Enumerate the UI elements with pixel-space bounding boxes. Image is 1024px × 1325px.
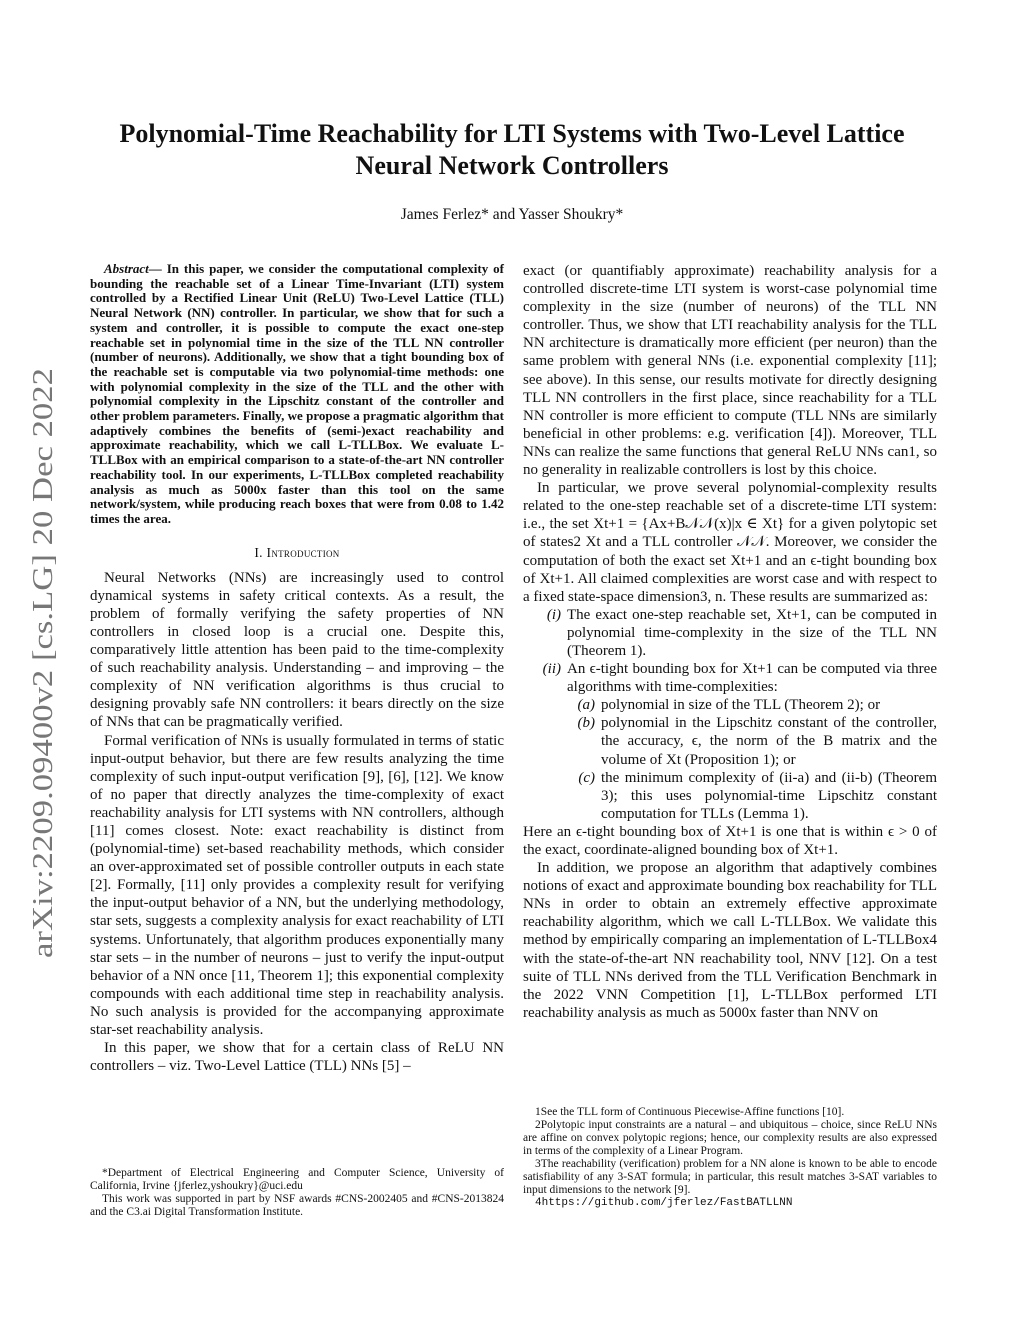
title-line-2: Neural Network Controllers [355, 151, 669, 180]
sub-list-item [567, 714, 937, 768]
list-marker: (a) [577, 697, 595, 714]
paper-title [80, 118, 944, 182]
footnote-3: 3The reachability (verification) problem for a NN alone is known to be able to encode satisfiability of any 3-SAT formula; in particular, this result matches 3-SAT variables to input dimensions to the network [9]. [523, 1158, 937, 1196]
list-item-text: the minimum complexity of (ii-a) and (ii-b) (Theorem 3); this uses polynomial-time Lipschitz constant computation for TLLs (Lemma 1). [601, 769, 937, 822]
sub-list-item [567, 696, 937, 714]
right-paragraph-2: In particular, we prove several polynomial-complexity results related to the one-step reachable set of a discrete-time LTI system: i.e., the set Xt+1 = {Ax+B𝒩𝒩(x)|x ∈ Xt} for a given polytopic set of states2 Xt and a TLL controller 𝒩𝒩. Moreover, we consider the computation of both the exact set Xt+1 and an ϵ-tight bounding box of Xt+1. All claimed complexities are worst case and with respect to a fixed state-space dimension3, n. These results are summarized as: [523, 480, 937, 605]
footnote-affiliation: *Department of Electrical Engineering and Computer Science, University of California, Irvine {jferlez,yshoukry}@uci.edu [90, 1167, 504, 1192]
list-marker: (i) [546, 606, 561, 623]
sub-list-item [567, 769, 937, 823]
abstract-dash: — [148, 261, 167, 276]
footnotes-right [523, 1106, 937, 1210]
footnotes-left [90, 1167, 504, 1219]
abstract-text: In this paper, we consider the computational complexity of bounding the reachable set of a Linear Time-Invariant (LTI) system controlled by a Rectified Linear Unit (ReLU) Two-Level Lattice (TLL) Neural Network (NN) controller. In particular, we show that for such a system and controller, it is possible to compute the exact one-step reachable set in polynomial time in the size of the TLL NN controller (number of neurons). Additionally, we show that a tight bounding box of the reachable set is computable via two polynomial-time methods: one with polynomial complexity in the size of the TLL and the other with polynomial complexity in the Lipschitz constant of the controller and other problem parameters. Finally, we propose a pragmatic algorithm that adaptively combines the benefits of (semi-)exact reachability and approximate reachability, which we call L-TLLBox. We evaluate L-TLLBox with an empirical comparison to a state-of-the-art NN controller reachability tool. In our experiments, L-TLLBox completed reachability analysis as much as 5000x faster than this tool on the same network/system, while producing reach boxes that were from 0.08 to 1.42 times the area. [90, 261, 505, 526]
title-line-1: Polynomial-Time Reachability for LTI Systems with Two-Level Lattice [119, 119, 905, 148]
list-item [523, 606, 937, 660]
footnote-1: 1See the TLL form of Continuous Piecewise-Affine functions [10]. [535, 1106, 845, 1118]
right-paragraph-1: exact (or quantifiably approximate) reachability analysis for a controlled discrete-time LTI system is worst-case polynomial time complexity in the size (number of neurons) of the TLL NN controller. Thus, we show that LTI reachability analysis for the TLL NN architecture is dramatically more efficient (per neuron) than the same problem with general NNs (i.e. exponential complexity [11]; see above). In this sense, our results motivate for directly designing TLL NN controllers in the first place, since reachability for a TLL NN controller is more efficient to compute (TLL NNs are similarly beneficial in other problems: e.g. verification [4]). Moreover, TLL NNs can realize the same functions that general ReLU NNs can1, so no generality in realizable controllers is lost by this choice. [523, 263, 937, 479]
left-column [90, 262, 504, 1075]
results-list [523, 606, 937, 823]
footnote-funding: This work was supported in part by NSF awards #CNS-2002405 and #CNS-2013824 and the C3.ai Digital Transformation Institute. [90, 1193, 504, 1218]
list-item-text: The exact one-step reachable set, Xt+1, can be computed in polynomial time-complexity in the size of the TLL NN (Theorem 1). [567, 606, 937, 659]
right-column [523, 262, 937, 1022]
intro-paragraph-1: Neural Networks (NNs) are increasingly used to control dynamical systems in safety critical contexts. As a result, the problem of formally verifying the safety properties of NN controllers in closed loop is a crucial one. Despite this, comparatively little attention has been paid to the time-complexity of such reachability analysis. Understanding – and improving – the complexity of NN verification algorithms is thus crucial to designing provably safe NN controllers: it bears directly on the size of NNs that can be pragmatically verified. [90, 569, 504, 731]
footnote-2: 2Polytopic input constraints are a natural – and ubiquitous – choice, since ReLU NNs are affine on convex polytopic regions; hence, our complexity results are also expressed in terms of the complexity of a Linear Program. [523, 1119, 937, 1157]
list-item-text: polynomial in the Lipschitz constant of the controller, the accuracy, ϵ, the norm of the B matrix and the volume of Xt (Proposition 1); or [601, 715, 937, 768]
section-heading-introduction: I. Introduction [254, 544, 340, 560]
arxiv-id-text: arXiv:2209.09400v2 [cs.LG] 20 Dec 2022 [27, 465, 59, 958]
list-marker: (ii) [542, 661, 561, 678]
abstract-lead: Abstract [104, 261, 149, 276]
list-marker: (c) [578, 769, 595, 786]
arxiv-stamp [22, 360, 62, 960]
list-marker: (b) [577, 715, 595, 732]
right-paragraph-3: Here an ϵ-tight bounding box of Xt+1 is one that is within ϵ > 0 of the exact, coordinate-aligned bounding box of Xt+1. [523, 823, 937, 858]
sub-list [567, 696, 937, 823]
list-item-text: polynomial in size of the TLL (Theorem 2); or [601, 697, 881, 714]
intro-paragraph-3: In this paper, we show that for a certain class of ReLU NN controllers – viz. Two-Level Lattice (TLL) NNs [5] – [90, 1040, 504, 1075]
abstract [90, 262, 504, 527]
right-paragraph-4: In addition, we propose an algorithm that adaptively combines notions of exact and approximate bounding box reachability for TLL NNs in order to obtain an extremely effective approximate reachability algorithm, which we call L-TLLBox. We validate this method by empirically comparing an implementation of L-TLLBox4 with the state-of-the-art NN reachability tool, NNV [12]. On a test suite of TLL NNs derived from the TLL Verification Benchmark in the 2022 VNN Competition [1], L-TLLBox performed LTI reachability analysis as much as 5000x faster than NNV on [523, 860, 937, 1021]
intro-paragraph-2: Formal verification of NNs is usually formulated in terms of static input-output behavior, but there are few results analyzing the time complexity of such input-output verification [9], [6], [12]. We know of no paper that directly analyzes the time-complexity of exact reachability analysis for LTI systems with NN controllers, although [11] comes closest. Note: exact reachability is distinct from (polynomial-time) set-based reachability methods, which consider an over-approximated set of possible controller outputs in each state [2]. Formally, [11] only provides a complexity result for verifying the input-output behavior of a NN, but the underlying methodology, star sets, suggests a complexity analysis for exact reachability of LTI systems. Unfortunately, that algorithm produces exponentially many star sets – in the number of neurons – just to verify the input-output behavior of a NN once [11, Theorem 1]; this exponential complexity compounds with each additional time step in reachability analysis. No such analysis is provided for the accompanying approximate star-set reachability analysis. [90, 732, 504, 1038]
list-item [523, 660, 937, 823]
authors: James Ferlez* and Yasser Shoukry* [400, 206, 624, 223]
list-item-text: An ϵ-tight bounding box for Xt+1 can be computed via three algorithms with time-complexities: [567, 661, 937, 696]
footnote-4-link[interactable]: 4https://github.com/jferlez/FastBATLLNN [535, 1197, 793, 1209]
